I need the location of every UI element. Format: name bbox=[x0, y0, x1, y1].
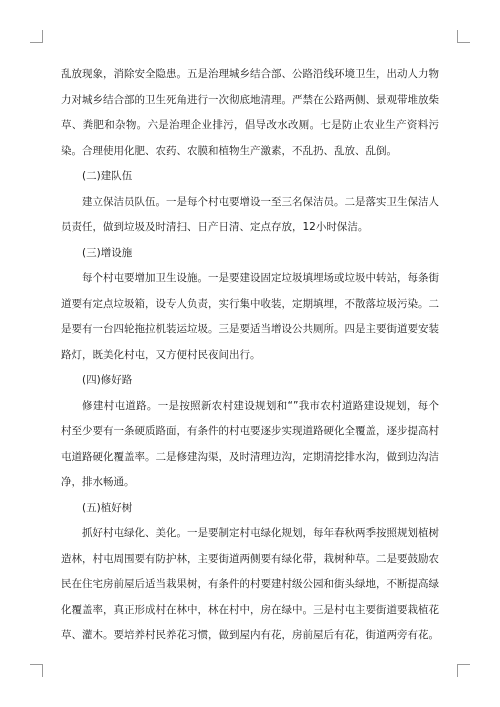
document-body bbox=[61, 62, 439, 649]
paragraph-trees: 抓好村屯绿化、美化。一是要制定村屯绿化规划，每年春秋两季按照规划植树造林，村屯周围要有防护林，主要街道两侧要有绿化带，栽树种草。二是要鼓励农民在住宅房前屋后适当栽果树，有条件的村要建村级公园和街头绿地，不断提高绿化覆盖率，真正形成村在林中，林在村中，房在绿中。三是村屯主要街道要栽植花草、灌木。要培养村民养花习惯，做到屋内有花，房前屋后有花，街道两旁有花。 bbox=[61, 527, 439, 641]
paragraph-roads: 修建村屯道路。一是按照新农村建设规划和“”我市农村道路建设规划，每个村至少要有一条硬质路面，有条件的村屯要逐步实现道路硬化全覆盖，逐步提高村屯道路硬化覆盖率。二是修建沟渠，及时清理边沟，定期清挖排水沟，做到边沟洁净，排水畅通。 bbox=[61, 399, 439, 488]
crop-mark-bottom-left bbox=[30, 664, 43, 677]
section-heading-team: (二)建队伍 bbox=[82, 170, 133, 182]
section-heading-trees: (五)植好树 bbox=[82, 501, 133, 514]
section-heading-roads: (四)修好路 bbox=[82, 374, 133, 386]
section-heading-facilities: (三)增设施 bbox=[82, 246, 133, 259]
crop-mark-top-left bbox=[30, 30, 43, 43]
paragraph-facilities: 每个村屯要增加卫生设施。一是要建设固定垃圾填埋场或垃圾中转站，每条街道要有定点垃圾箱，设专人负责，实行集中收装，定期填埋，不散落垃圾污染。二是要有一台四轮拖拉机装运垃圾。三是要适当增设公共厕所。四是主要街道要安装路灯，既美化村屯，又方便村民夜间出行。 bbox=[61, 272, 439, 361]
paragraph-1: 乱放现象，消除安全隐患。五是治理城乡结合部、公路沿线环境卫生，出动人力物力对城乡结合部的卫生死角进行一次彻底地清理。严禁在公路两侧、景观带堆放柴草、粪肥和杂物。六是治理企业排污，倡导改水改厕。七是防止农业生产资料污染。合理使用化肥、农药、农膜和植物生产激素，不乱扔、乱放、乱倒。 bbox=[61, 68, 439, 157]
crop-mark-top-right bbox=[457, 30, 470, 43]
crop-mark-bottom-right bbox=[457, 664, 470, 677]
paragraph-team: 建立保洁员队伍。一是每个村屯要增设一至三名保洁员。二是落实卫生保洁人员责任，做到垃圾及时清扫、日产日清、定点存放，12小时保洁。 bbox=[61, 195, 439, 233]
